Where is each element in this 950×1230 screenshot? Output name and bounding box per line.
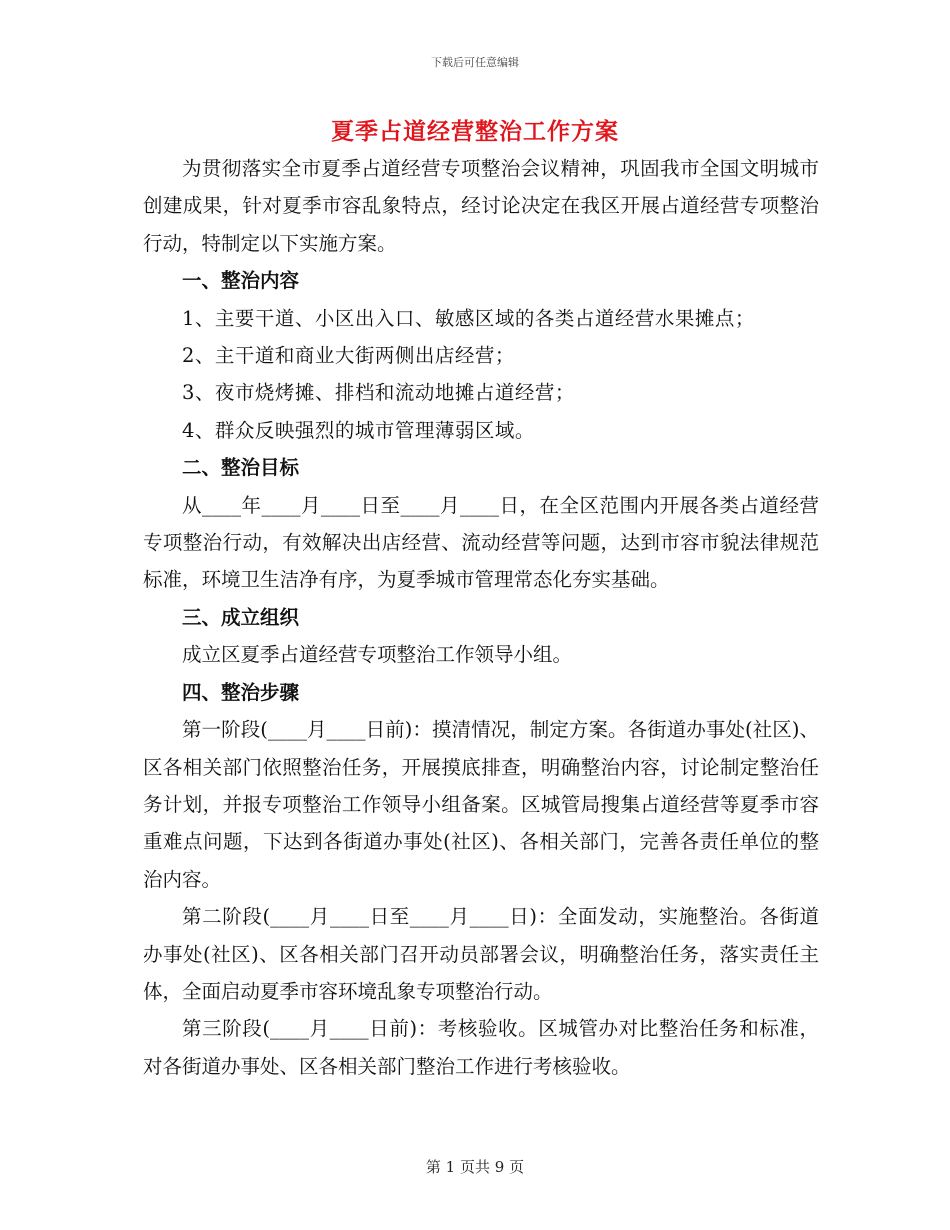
content-item-3: 3、夜市烧烤摊、排档和流动地摊占道经营； xyxy=(182,381,575,405)
header-note: 下载后可任意编辑 xyxy=(431,56,519,69)
document-title: 夏季占道经营整治工作方案 xyxy=(331,118,619,145)
section-heading-content: 一、整治内容 xyxy=(182,269,300,293)
page-footer: 第 1 页共 9 页 xyxy=(425,1158,525,1176)
step2-paragraph: 第二阶段(____月____日至____月____日)：全面发动，实施整治。各街道办事处(社区)、区各相关部门召开动员部署会议，明确整治任务，落实责任主体，全面启动夏季市容环境乱象专项整治行动。 xyxy=(143,905,819,1003)
document-body xyxy=(143,150,819,1085)
content-item-4: 4、群众反映强烈的城市管理薄弱区域。 xyxy=(182,418,535,442)
org-paragraph: 成立区夏季占道经营专项整治工作领导小组。 xyxy=(182,643,573,667)
section-heading-goal: 二、整治目标 xyxy=(182,456,300,480)
content-item-2: 2、主干道和商业大街两侧出店经营； xyxy=(182,344,515,368)
goal-paragraph: 从____年____月____日至____月____日，在全区范围内开展各类占道经营专项整治行动，有效解决出店经营、流动经营等问题，达到市容市貌法律规范标准，环境卫生洁净有序，为夏季城市管理常态化夯实基础。 xyxy=(143,493,819,592)
section-heading-org: 三、成立组织 xyxy=(182,605,300,629)
content-item-1: 1、主要干道、小区出入口、敏感区域的各类占道经营水果摊点； xyxy=(182,306,755,330)
intro-paragraph: 为贯彻落实全市夏季占道经营专项整治会议精神，巩固我市全国文明城市创建成果，针对夏季市容乱象特点，经讨论决定在我区开展占道经营专项整治行动，特制定以下实施方案。 xyxy=(143,157,819,255)
step3-paragraph: 第三阶段(____月____日前)：考核验收。区城管办对比整治任务和标准，对各街道办事处、区各相关部门整治工作进行考核验收。 xyxy=(143,1017,819,1078)
step1-paragraph: 第一阶段(____月____日前)：摸清情况，制定方案。各街道办事处(社区)、区各相关部门依照整治任务，开展摸底排查，明确整治内容，讨论制定整治任务计划，并报专项整治工作领导小组备案。区城管局搜集占道经营等夏季市容重难点问题，下达到各街道办事处(社区)、各相关部门，完善各责任单位的整治内容。 xyxy=(143,718,819,891)
section-heading-steps: 四、整治步骤 xyxy=(182,680,300,704)
